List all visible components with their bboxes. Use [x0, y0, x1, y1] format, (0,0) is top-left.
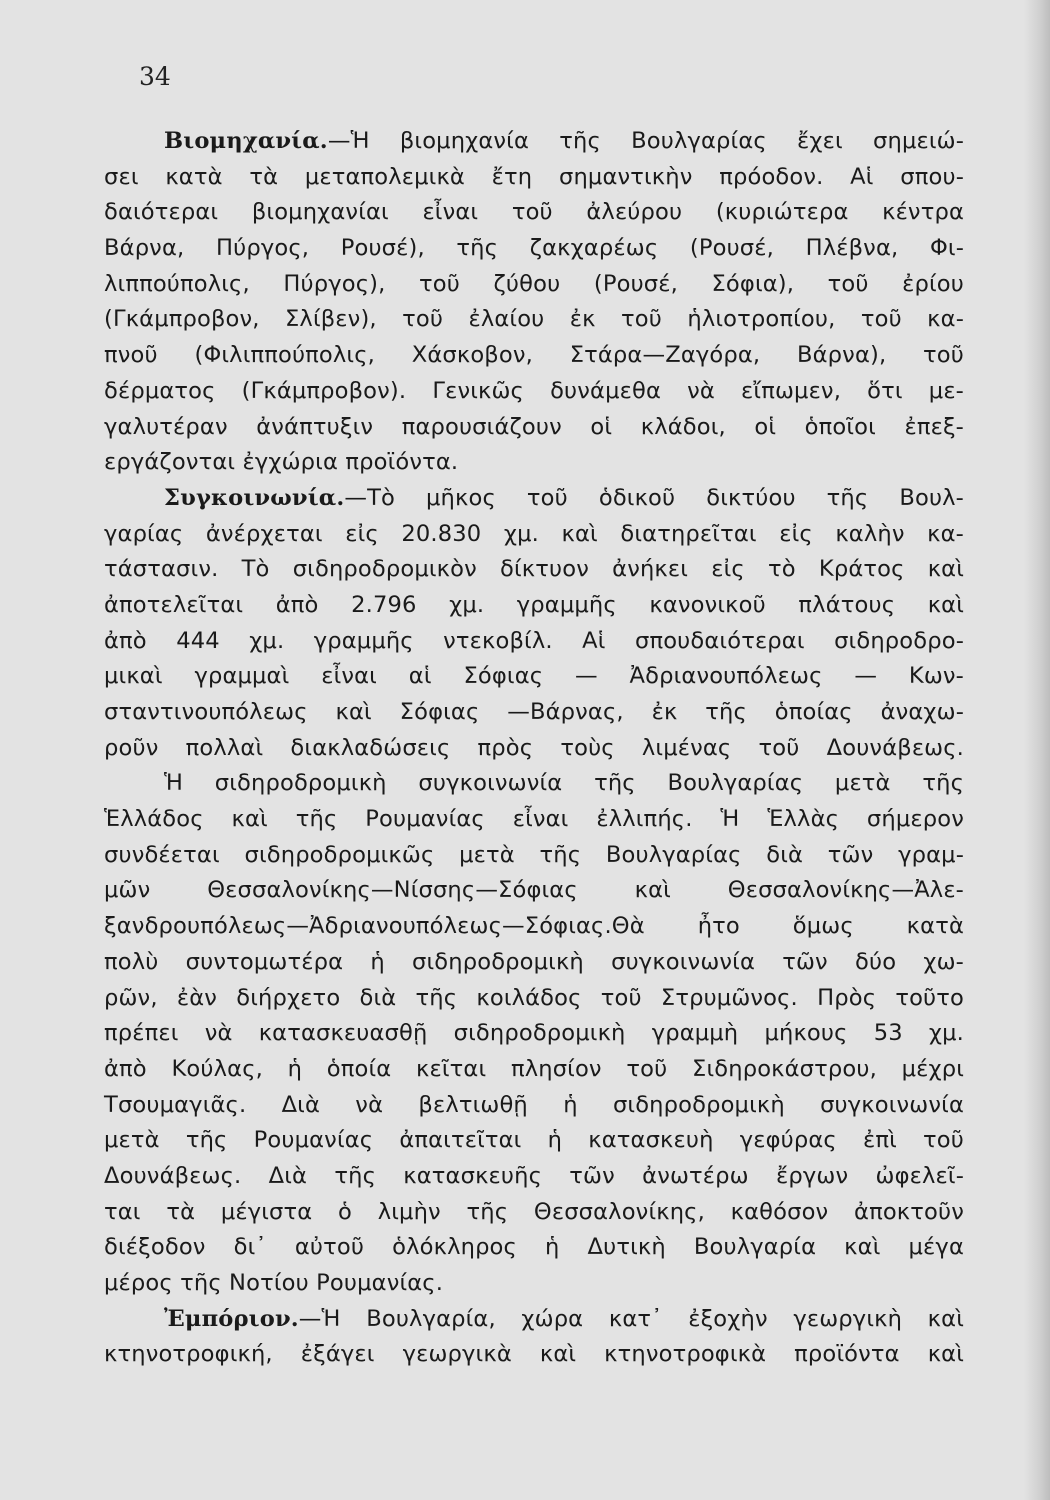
text-line [104, 909, 964, 945]
line-text: δέρματος (Γκάμπροβον). Γενικῶς δυνάμεθα νὰ εἴπωμεν, ὅτι με- [104, 377, 964, 404]
line-text: συνδέεται σιδηροδρομικῶς μετὰ τῆς Βουλγαρίας διὰ τῶν γραμ- [104, 841, 964, 868]
section-heading: Ἐμπόριον. [164, 1305, 299, 1332]
line-text: ται τὰ μέγιστα ὁ λιμὴν τῆς Θεσσαλονίκης, καθόσον ἀποκτοῦν [104, 1198, 964, 1225]
text-line [104, 1195, 964, 1231]
text-line [104, 1159, 964, 1195]
line-text: ξανδρουπόλεως—Ἀδριανουπόλεως—Σόφιας.Θὰ ἦτο ὅμως κατὰ [104, 913, 964, 940]
line-text: μετὰ τῆς Ρουμανίας ἀπαιτεῖται ἡ κατασκευὴ γεφύρας ἐπὶ τοῦ [104, 1127, 964, 1154]
text-line [104, 981, 964, 1017]
line-text: Δουνάβεως. Διὰ τῆς κατασκευῆς τῶν ἀνωτέρω ἔργων ὠφελεῖ- [104, 1162, 964, 1189]
text-line [104, 873, 964, 909]
line-text: πολὺ συντομωτέρα ἡ σιδηροδρομικὴ συγκοινωνία τῶν δύο χω- [104, 948, 964, 975]
text-line [104, 552, 964, 588]
text-line [104, 1123, 964, 1159]
text-line [104, 766, 964, 802]
line-text: Τσουμαγιᾶς. Διὰ νὰ βελτιωθῇ ἡ σιδηροδρομικὴ συγκοινωνία [104, 1091, 964, 1118]
text-line [104, 517, 964, 553]
line-text: μῶν Θεσσαλονίκης—Νίσσης—Σόφιας καὶ Θεσσαλονίκης—Ἀλε- [104, 877, 964, 904]
line-text: Ἑλλάδος καὶ τῆς Ρουμανίας εἶναι ἐλλιπής. Ἡ Ἑλλὰς σήμερον [104, 806, 964, 833]
line-text: εργάζονται ἐγχώρια προϊόντα. [104, 449, 459, 476]
line-text: μέρος τῆς Νοτίου Ρουμανίας. [104, 1270, 444, 1296]
line-text: ἀποτελεῖται ἀπὸ 2.796 χμ. γραμμῆς κανονικοῦ πλάτους καὶ [104, 591, 964, 618]
text-line [104, 731, 964, 767]
text-line [104, 445, 964, 481]
text-line [104, 695, 964, 731]
line-text: διέξοδον δι᾽ αὐτοῦ ὁλόκληρος ἡ Δυτικὴ Βουλγαρία καὶ μέγα [104, 1234, 964, 1261]
text-line [104, 838, 964, 874]
line-text: πρέπει νὰ κατασκευασθῇ σιδηροδρομικὴ γραμμὴ μήκους 53 χμ. [104, 1020, 964, 1047]
section-heading: Βιομηχανία. [164, 128, 328, 154]
text-line [104, 624, 964, 660]
body-text [104, 124, 964, 1373]
text-line [104, 160, 964, 196]
line-text: ἀπὸ 444 χμ. γραμμῆς ντεκοβίλ. Αἱ σπουδαιότεραι σιδηροδρο- [104, 627, 964, 654]
text-line [104, 1230, 964, 1266]
page-number: 34 [139, 62, 171, 91]
line-text: γαλυτέραν ἀνάπτυξιν παρουσιάζουν οἱ κλάδοι, οἱ ὁποῖοι ἐπεξ- [104, 413, 964, 440]
line-text: τάστασιν. Τὸ σιδηροδρομικὸν δίκτυον ἀνήκει εἰς τὸ Κράτος καὶ [104, 556, 964, 583]
line-text: —Τὸ μῆκος τοῦ ὁδικοῦ δικτύου τῆς Βουλ- [344, 484, 964, 511]
line-text: μικαὶ γραμμαὶ εἶναι αἱ Σόφιας — Ἀδριανουπόλεως — Κων- [104, 663, 964, 690]
text-line [104, 481, 964, 517]
line-text: γαρίας ἀνέρχεται εἰς 20.830 χμ. καὶ διατηρεῖται εἰς καλὴν κα- [104, 520, 964, 547]
text-line [104, 231, 964, 267]
line-text: δαιότεραι βιομηχανίαι εἶναι τοῦ ἀλεύρου (κυριώτερα κέντρα [104, 199, 964, 226]
line-text: Βάρνα, Πύργος, Ρουσέ), τῆς ζακχαρέως (Ρουσέ, Πλέβνα, Φι- [104, 235, 964, 262]
line-text: πνοῦ (Φιλιππούπολις, Χάσκοβον, Στάρα—Ζαγόρα, Βάρνα), τοῦ [104, 342, 964, 369]
line-text: σει κατὰ τὰ μεταπολεμικὰ ἔτη σημαντικὴν πρόοδον. Αἱ σπου- [104, 163, 964, 190]
text-line [104, 802, 964, 838]
text-line [104, 588, 964, 624]
text-line [104, 1337, 964, 1373]
text-line [104, 945, 964, 981]
line-text: ἀπὸ Κούλας, ἡ ὁποία κεῖται πλησίον τοῦ Σιδηροκάστρου, μέχρι [104, 1055, 964, 1082]
line-text: Ἡ σιδηροδρομικὴ συγκοινωνία τῆς Βουλγαρίας μετὰ τῆς [164, 770, 964, 797]
page-spine-shadow [1024, 0, 1050, 1500]
text-line [104, 195, 964, 231]
text-line [104, 1052, 964, 1088]
text-line [104, 302, 964, 338]
line-text: ροῦν πολλαὶ διακλαδώσεις πρὸς τοὺς λιμένας τοῦ Δουνάβεως. [104, 734, 964, 761]
text-line [104, 1302, 964, 1338]
line-text: ρῶν, ἐὰν διήρχετο διὰ τῆς κοιλάδος τοῦ Στρυμῶνος. Πρὸς τοῦτο [104, 984, 964, 1011]
text-line [104, 659, 964, 695]
line-text: κτηνοτροφική, ἐξάγει γεωργικὰ καὶ κτηνοτροφικὰ προϊόντα καὶ [104, 1341, 964, 1368]
text-line [104, 1266, 964, 1302]
text-line [104, 410, 964, 446]
text-line [104, 338, 964, 374]
text-line [104, 374, 964, 410]
line-text: σταντινουπόλεως καὶ Σόφιας —Βάρνας, ἐκ τῆς ὁποίας ἀναχω- [104, 699, 964, 725]
text-line [104, 267, 964, 303]
text-line [104, 1088, 964, 1124]
line-text: —Ἡ βιομηχανία τῆς Βουλγαρίας ἔχει σημειώ- [327, 128, 964, 154]
text-line [104, 1016, 964, 1052]
line-text: λιππούπολις, Πύργος), τοῦ ζύθου (Ρουσέ, Σόφια), τοῦ ἐρίου [104, 270, 964, 297]
line-text: (Γκάμπροβον, Σλίβεν), τοῦ ἐλαίου ἐκ τοῦ ἡλιοτροπίου, τοῦ κα- [104, 306, 964, 333]
section-heading: Συγκοινωνία. [164, 484, 345, 511]
text-line [104, 124, 964, 160]
line-text: —Ἡ Βουλγαρία, χώρα κατ᾽ ἐξοχὴν γεωργικὴ καὶ [298, 1305, 964, 1332]
